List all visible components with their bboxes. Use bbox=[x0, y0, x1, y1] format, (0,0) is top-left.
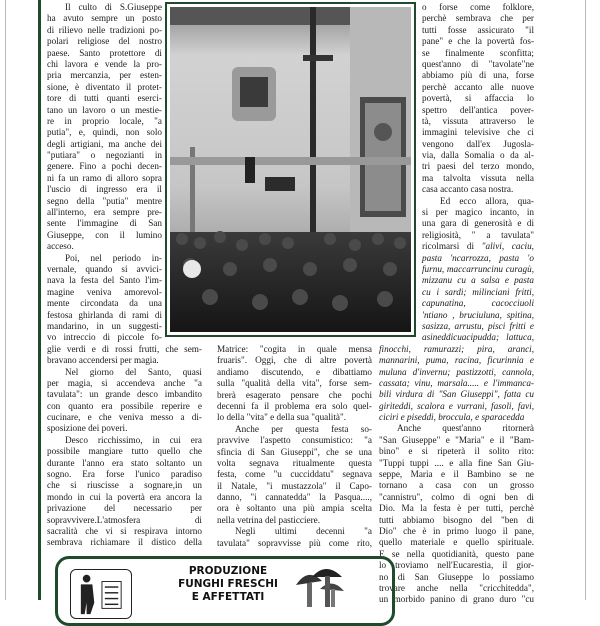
text-line: cucinare, e che veniva messo a di- bbox=[47, 412, 202, 423]
text-line: decenni fa il problema era solo quel- bbox=[217, 400, 372, 411]
text-line: povertà, si affaccia lo bbox=[422, 93, 534, 104]
text-line: Ed ecco allora, qua- bbox=[440, 195, 534, 206]
text-line: polari religiose del nostro bbox=[47, 36, 162, 47]
text-line: tà, vissuta attraverso le bbox=[422, 115, 534, 126]
text-line: perchè accanto alle nuove bbox=[422, 81, 534, 92]
text-line: sembrava richiamare il distico della bbox=[47, 537, 202, 548]
text-line: tavulata" sopravvisse più come rito, bbox=[217, 537, 372, 548]
text-line: danno, "i cannatedda" la Pasqua...., bbox=[217, 492, 372, 503]
text-line: all'interno, era sempre pre- bbox=[47, 207, 162, 218]
text-line: E se nella quotidianità, questo pane bbox=[379, 548, 534, 559]
text-line: vernale, quando si avvici- bbox=[47, 263, 162, 274]
worker-figure-icon bbox=[71, 570, 131, 618]
ad-headline bbox=[163, 565, 293, 604]
text-line: tano un lavoro o un mestie- bbox=[47, 104, 162, 115]
text-line: "San Giuseppe" e "Maria" e il "Bam- bbox=[379, 434, 534, 445]
crowd-square-photo bbox=[170, 7, 411, 332]
text-line: acceso. bbox=[47, 241, 74, 252]
text-line: ciciri e piseddi, broccula, e sparacedda bbox=[379, 412, 525, 423]
text-line: ha avuto sempre un posto bbox=[47, 13, 162, 24]
text-line: "putiara" o negozianti in bbox=[47, 150, 162, 161]
text-line: tore di tutti quanti eserci- bbox=[47, 93, 162, 104]
text-line: ora è soltanto una più ampia scelta bbox=[217, 503, 372, 514]
text-line: brerà esagerato pensare che pochi bbox=[217, 389, 372, 400]
text-line: Dio" che è in primo luogo il pane, bbox=[379, 525, 534, 536]
text-line: 'ntiano , bruciuluna, spitina, bbox=[422, 309, 534, 320]
text-line: magine veniva amorevol- bbox=[47, 286, 162, 297]
advertisement-box bbox=[55, 556, 395, 626]
text-line: nella vetrina del pasticciere. bbox=[217, 514, 321, 525]
text-line: o forse come folklore, bbox=[422, 2, 534, 12]
text-line: possibile mangiare tutto quello che bbox=[47, 446, 202, 457]
text-line: re in proprio locale, "a bbox=[47, 115, 162, 126]
text-segment: "alivi, caciu, bbox=[481, 241, 534, 252]
text-line: tavulata": un grande desco imbandito bbox=[47, 389, 202, 400]
text-line: tutti abbiamo bisogno del "ben di bbox=[379, 514, 534, 525]
text-line: genere. Fino a pochi decen- bbox=[47, 161, 162, 172]
text-line: bino" e si ripeterà il solito rito: bbox=[379, 446, 534, 457]
text-line: tornano a casa con un grosso bbox=[379, 480, 534, 491]
text-line: Il culto di S.Giuseppe bbox=[65, 2, 162, 12]
text-line: bili virdura di "San Giuseppi", fatta cu bbox=[379, 389, 534, 400]
text-line bbox=[422, 241, 534, 252]
text-line: tutti fosse assicurato "il bbox=[422, 24, 534, 35]
text-line: Anche per questa festa so- bbox=[235, 423, 372, 434]
text-line: nava la festa del Santo l'im- bbox=[47, 275, 162, 286]
text-column-middle bbox=[217, 344, 372, 549]
page-edge-line-right bbox=[585, 0, 586, 600]
text-line: spettro dell'antica pover- bbox=[422, 104, 534, 115]
text-line: andiamo discutendo, e dibattiamo bbox=[217, 366, 372, 377]
text-line: sogno. Era forse l'unico paradiso bbox=[47, 469, 202, 480]
text-line: no di San Giuseppe lo possiamo bbox=[379, 571, 534, 582]
text-segment: ricolmarsi di bbox=[422, 241, 482, 252]
ad-line: PRODUZIONE bbox=[188, 565, 268, 577]
text-line: di rilievo nelle tradizioni po- bbox=[47, 24, 162, 35]
text-line: cu i sardi; milinciani fritti, bbox=[422, 286, 534, 297]
mushrooms-icon bbox=[290, 563, 346, 607]
text-line: finocchi, ramurazzi; pira, aranci, bbox=[379, 343, 534, 354]
text-line: "Tuppi tuppi .... e alla fine San Giu- bbox=[379, 457, 534, 468]
ad-line: FUNGHI FRESCHI bbox=[178, 578, 278, 590]
text-line: sfincia di San Giuseppi", che se una bbox=[217, 446, 372, 457]
text-line: Negli ultimi decenni "a bbox=[235, 526, 372, 537]
text-line: Desco ricchissimo, in cui era bbox=[65, 434, 202, 445]
text-line: tri paesi del terzo mondo, bbox=[422, 161, 534, 172]
text-line: sulla "qualità della vita", forse sem- bbox=[217, 378, 372, 389]
text-line: bravano accendersi per magia. bbox=[47, 355, 159, 366]
text-line: ni fa un ramo di alloro sopra bbox=[47, 172, 162, 183]
text-line: giriteddi, scalora e vurrani, fasoli, favi, bbox=[379, 400, 534, 411]
text-line: ma talvolta vissuta nella bbox=[422, 172, 534, 183]
text-line: quello materiale e quello spirituale. bbox=[379, 537, 534, 548]
text-line: pane" e che la povertà fos- bbox=[422, 36, 534, 47]
text-line: furnu, maccarruncinu curagù, bbox=[422, 263, 534, 274]
text-line: pasta 'ncarrozza, pasta 'o bbox=[422, 252, 534, 263]
text-line: sopravvivere.L'atmosfera di bbox=[47, 514, 202, 525]
text-line: glie verdi e di rossi frutti, che sem- bbox=[47, 343, 202, 354]
text-line: seppe, Maria e il Bambino se ne bbox=[379, 469, 534, 480]
text-line: l'uscio di ingresso era il bbox=[47, 184, 162, 195]
text-line: si per magico incanto, in bbox=[422, 207, 534, 218]
company-logo bbox=[70, 569, 132, 619]
text-line: durante l'anno era stato soltanto un bbox=[47, 457, 202, 468]
text-line: segno della "putia" mentre bbox=[47, 195, 162, 206]
text-line: festa, come "u cucciddatu" segnava bbox=[217, 469, 372, 480]
text-line: muluna d'invernu; pastizzotti, cannola, bbox=[379, 366, 534, 377]
text-line: volta segnava ritualmente questa bbox=[217, 457, 372, 468]
text-line: lo troviamo nell'Eucarestia, il gior- bbox=[379, 560, 534, 571]
text-line: privazione del necessario per bbox=[47, 503, 202, 514]
text-line: Anche quest'anno ritornerà bbox=[397, 423, 534, 434]
text-line: mizzanu cu a salsa e pasta bbox=[422, 275, 534, 286]
festival-photo bbox=[165, 2, 416, 337]
text-line: festosa ghirlanda di rami di bbox=[47, 309, 162, 320]
text-line: religiosità, " a tavulata" bbox=[422, 229, 534, 240]
text-line: vengono dall'ex Jugosla- bbox=[422, 138, 534, 149]
margin-green-bar bbox=[38, 0, 41, 600]
text-line: Poi, nel periodo in- bbox=[65, 252, 162, 263]
text-line: per magia, si accendeva anche "a bbox=[47, 377, 202, 388]
text-line: quest'anno di "tavolate"ne bbox=[422, 58, 534, 69]
text-line: paese. Santo protettore di bbox=[47, 47, 162, 58]
text-line: con quanto era possibile reperire e bbox=[47, 400, 202, 411]
text-line: cassata; vinu, marsala..... e l'immanca- bbox=[379, 377, 534, 388]
text-line: Nel giorno del Santo, quasi bbox=[65, 366, 202, 377]
text-line: capunatina, cacocciuoli bbox=[422, 298, 534, 309]
text-line: che si riuscisse a sognare,in un bbox=[47, 480, 202, 491]
text-line: mandarino, in un suggesti- bbox=[47, 320, 162, 331]
text-line: mannarini, puma, racina, ficurinnia e bbox=[379, 355, 534, 366]
text-line: sente l'immagine di San bbox=[47, 218, 162, 229]
text-line: sione, è diventato il protet- bbox=[47, 81, 162, 92]
text-line: via, dalla Somalia o da al- bbox=[422, 150, 534, 161]
text-line: pravvive l'aspetto consumistico: "a bbox=[217, 435, 372, 446]
ad-line: E AFFETTATI bbox=[191, 591, 265, 603]
text-line: lo della "vita" e della sua "qualità". bbox=[217, 412, 347, 423]
text-line: Matrice: "cogita in quale mensa bbox=[217, 344, 372, 354]
text-line: una gara di generosità e di bbox=[422, 218, 534, 229]
text-line: mondo in cui la povertà era ancora la bbox=[47, 491, 202, 502]
text-line: sasizza, arrustu, pisci fritti e bbox=[422, 320, 534, 331]
text-line: "cannistru", colmo di ogni ben di bbox=[379, 491, 534, 502]
text-line: mente circondata da una bbox=[47, 298, 162, 309]
page-edge-line bbox=[5, 0, 6, 600]
text-line: il Natale, "i mustazzola" il Capo- bbox=[217, 480, 372, 491]
text-line: abbiamo più di una, forse bbox=[422, 70, 534, 81]
text-line: vo intreccio di piccole fo- bbox=[47, 332, 162, 343]
text-line: trovare anche nella "cricchitedda", bbox=[379, 582, 534, 593]
text-line: putia", e, quindi, non solo bbox=[47, 127, 162, 138]
text-line: chi lavora e vende la pro- bbox=[47, 58, 162, 69]
text-line: perchè sembrava che per bbox=[422, 13, 534, 24]
text-line: casa accanto casa nostra. bbox=[422, 184, 514, 195]
text-line: immagini televisive che ci bbox=[422, 127, 534, 138]
text-line: un morbido panino di grano duro "cu bbox=[379, 594, 534, 605]
text-line: sacralità che vi si respirava intorno bbox=[47, 525, 202, 536]
text-line: se finalmente sconfitta; bbox=[422, 47, 534, 58]
text-line: Giuseppe, con il lumino bbox=[47, 229, 162, 240]
text-line: pria mercanzia, per esten- bbox=[47, 70, 162, 81]
text-line: sposizione dei poveri. bbox=[47, 423, 128, 434]
text-line: fruaris". Oggi, che di altre povertà bbox=[217, 355, 372, 366]
text-line: degli artigiani, ma anche dei bbox=[47, 138, 162, 149]
text-line: Dio. Ma la festa è per tutti, perchè bbox=[379, 503, 534, 514]
text-line: asineddicuacipudda; lattuca, bbox=[422, 332, 534, 343]
